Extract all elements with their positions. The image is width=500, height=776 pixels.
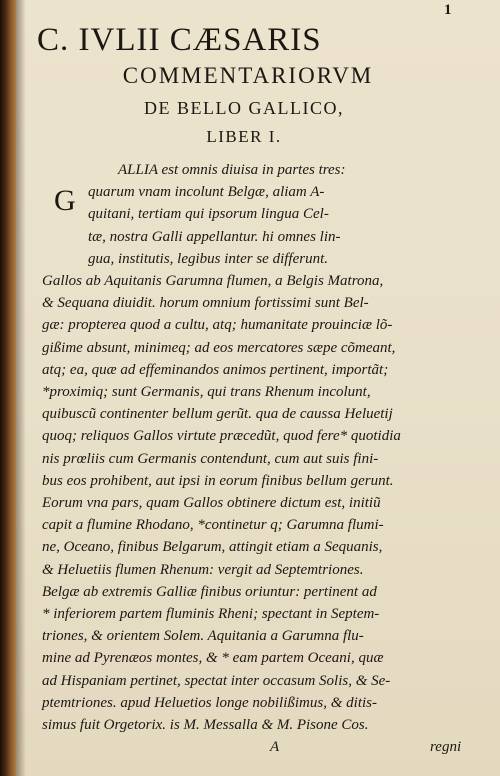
body-line: *proximiq; sunt Germanis, qui trans Rhenum incolunt, [42, 384, 371, 400]
body-line: quoq; reliquos Gallos virtute præcedũt, quod fere* quotidia [42, 428, 401, 445]
body-line: nis prœliis cum Germanis contendunt, cum aut suis fini- [42, 450, 379, 467]
body-line: gißime absunt, minimeq; ad eos mercatores sæpe cõmeant, [42, 339, 396, 356]
title-line-2: COMMENTARIORVM [122, 63, 374, 88]
body-line: simus fuit Orgetorix. is M. Messalla & M. Pisone Cos. [42, 717, 369, 733]
page-number: 1 [444, 2, 452, 18]
body-line: Gallos ab Aquitanis Garumna flumen, a Belgis Matrona, [42, 273, 384, 289]
body-line: quibuscũ continenter bellum gerũt. qua de caussa Heluetij [42, 406, 393, 423]
body-line: ptemtriones. apud Heluetios longe nobilißimus, & ditis- [42, 694, 377, 711]
body-line: & Heluetiis flumen Rhenum: vergit ad Septemtriones. [42, 561, 364, 578]
body-line: quitani, tertiam qui ipsorum lingua Cel- [88, 206, 329, 223]
body-line: & Sequana diuidit. horum omnium fortissimi sunt Bel- [42, 295, 369, 312]
body-line: * inferiorem partem fluminis Rheni; spectant in Septem- [42, 606, 380, 622]
body-line: atq; ea, quæ ad effeminandos animos pertinent, importãt; [42, 361, 389, 378]
body-line: capit a flumine Rhodano, *continetur q; Garumna flumi- [42, 517, 384, 534]
body-line: Belgæ ab extremis Galliæ finibus oriuntur: pertinent ad [42, 583, 377, 600]
body-line: ne, Oceano, finibus Belgarum, attingit etiam a Sequanis, [42, 539, 383, 556]
body-line: ALLIA est omnis diuisa in partes tres: [118, 162, 346, 178]
catchword: regni [430, 739, 462, 756]
body-line: bus eos prohibent, aut ipsi in eorum finibus bellum gerunt. [42, 472, 394, 489]
body-line: triones, & orientem Solem. Aquitania a Garumna flu- [42, 628, 364, 645]
body-line: mine ad Pyrenæos montes, & * eam partem Oceani, quæ [42, 650, 384, 667]
body-line: gæ: propterea quod a cultu, atq; humanitate prouinciæ lõ- [42, 317, 393, 334]
book-label: LIBER I. [206, 127, 282, 146]
body-line: Eorum vna pars, quam Gallos obtinere dictum est, initiũ [42, 495, 381, 511]
drop-cap: G [54, 184, 76, 217]
body-line: quarum vnam incolunt Belgæ, aliam A- [88, 184, 325, 201]
title-line-3: DE BELLO GALLICO, [144, 98, 344, 118]
body-line: gua, institutis, legibus inter se differunt. [88, 250, 328, 267]
body-line: ad Hispaniam pertinet, spectat inter occasum Solis, & Se- [42, 672, 391, 689]
signature-mark: A [270, 739, 280, 756]
body-line: tæ, nostra Galli appellantur. hi omnes lin- [88, 228, 341, 245]
title-line-1: C. IVLII CÆSARIS [37, 22, 322, 58]
